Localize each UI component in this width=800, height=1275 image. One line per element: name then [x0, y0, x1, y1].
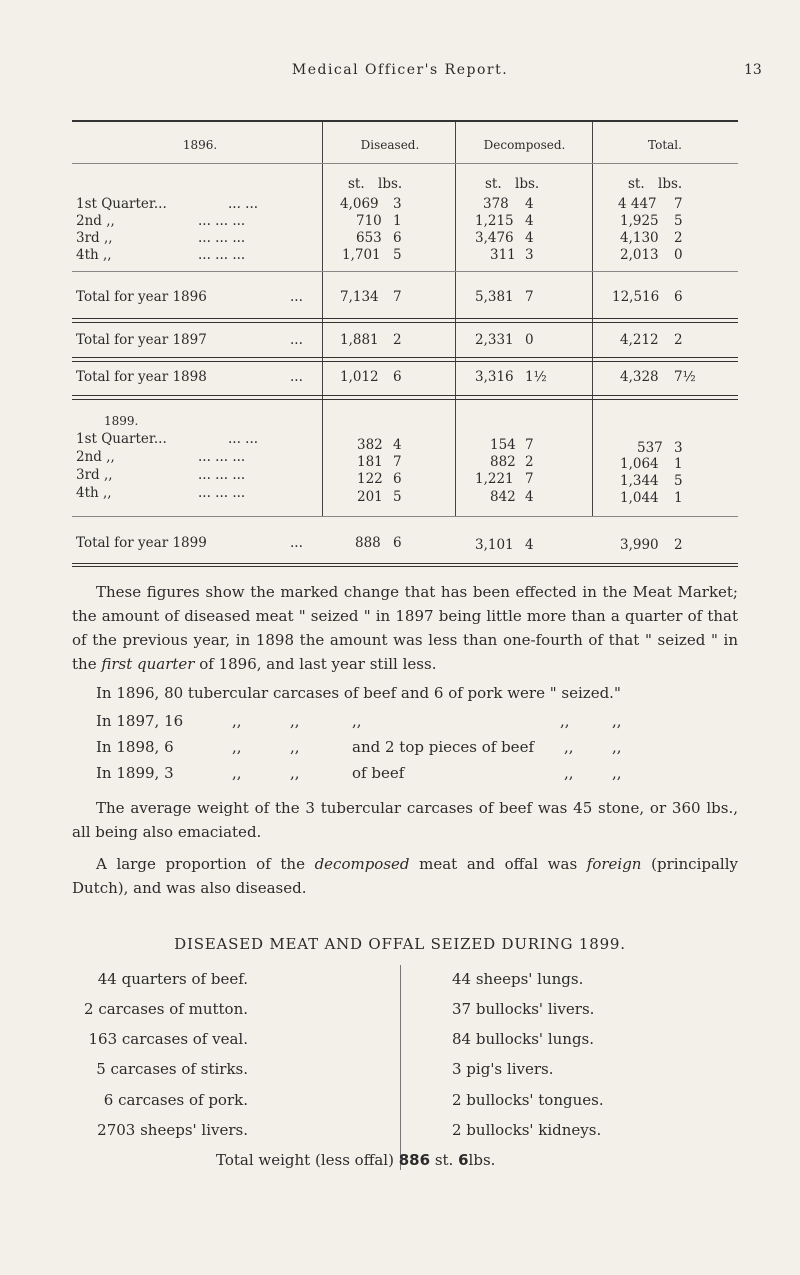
- diseased-st: 181: [357, 454, 383, 470]
- row-label: 2nd ,,: [76, 449, 115, 465]
- paragraph-emphasis: foreign: [586, 855, 642, 873]
- total-st: 3,990: [620, 537, 659, 553]
- ditto-label: In 1898, 6: [96, 738, 174, 756]
- col-header-diseased: Diseased.: [360, 138, 420, 152]
- diseased-st: 1,881: [340, 332, 379, 348]
- page-number: 13: [744, 62, 762, 78]
- paragraph-text: (principally Dutch), and was also diseased.: [72, 855, 738, 897]
- total-lbs: 2: [674, 537, 683, 553]
- diseased-st: 1,701: [342, 247, 381, 263]
- total-lbs: 2: [674, 332, 683, 348]
- unit-st: st.: [628, 176, 645, 192]
- decomposed-lbs: 2: [525, 454, 534, 470]
- row-dots: ...: [290, 332, 303, 348]
- decomposed-lbs: 7: [525, 289, 534, 305]
- row-label: 2nd ,,: [76, 213, 115, 229]
- total-lbs: 1: [674, 456, 683, 472]
- ditto-label: In 1899, 3: [96, 764, 174, 782]
- row-rule: [72, 516, 738, 517]
- row-dots: ... ...: [228, 196, 259, 212]
- row-dots: ... ... ...: [198, 247, 246, 263]
- row-dots: ...: [290, 289, 303, 305]
- paragraph-text: meat and offal was: [409, 855, 587, 873]
- double-rule: [72, 322, 738, 323]
- row-label: Total for year 1899: [76, 535, 207, 551]
- decomposed-st: 2,331: [475, 332, 514, 348]
- decomposed-lbs: 3: [525, 247, 534, 263]
- paragraph-emphasis: first quarter: [101, 655, 195, 673]
- decomposed-lbs: 7: [525, 471, 534, 487]
- list-item: 5 carcases of stirks.: [96, 1060, 248, 1078]
- double-rule: [72, 361, 738, 362]
- decomposed-st: 3,101: [475, 537, 514, 553]
- diseased-lbs: 1: [393, 213, 402, 229]
- ditto-label: In 1897, 16: [96, 712, 184, 730]
- tubercular-1896: In 1896, 80 tubercular carcases of beef and 6 of pork were " seized.": [96, 684, 621, 702]
- decomposed-lbs: 4: [525, 230, 534, 246]
- year-label: 1899.: [104, 414, 139, 428]
- ditto-mark: ,,: [564, 764, 574, 782]
- paragraph-text: These figures show the marked change that has been effected in the Meat Market; the amount of diseased meat " seized " in 1897 being little more than a quarter of that of the previous year, in 1898 the amount was less than one-fourth of that " seized " in the: [72, 583, 738, 673]
- row-rule: [72, 271, 738, 272]
- list-item: 2 bullocks' tongues.: [452, 1091, 604, 1109]
- paragraph-foreign-meat: [72, 852, 738, 900]
- diseased-st: 1,012: [340, 369, 379, 385]
- ditto-mark: ,,: [612, 738, 622, 756]
- row-dots: ... ... ...: [198, 467, 246, 483]
- row-dots: ... ...: [228, 431, 259, 447]
- total-st: 1,925: [620, 213, 659, 229]
- diseased-st: 710: [356, 213, 382, 229]
- decomposed-st: 378: [483, 196, 509, 212]
- row-dots: ... ... ...: [198, 449, 246, 465]
- diseased-st: 653: [356, 230, 382, 246]
- unit-st: st.: [485, 176, 502, 192]
- double-rule: [72, 399, 738, 400]
- diseased-st: 888: [355, 535, 381, 551]
- list-item: 44 quarters of beef.: [97, 970, 248, 988]
- paragraph-emphasis: decomposed: [314, 855, 410, 873]
- total-st: 4,212: [620, 332, 659, 348]
- paragraph-text: of 1896, and last year still less.: [194, 655, 437, 673]
- total-st: 537: [637, 440, 663, 456]
- list-item: 37 bullocks' livers.: [452, 1000, 595, 1018]
- total-lbs: 5: [674, 473, 683, 489]
- col-header-total: Total.: [648, 138, 682, 152]
- decomposed-lbs: 4: [525, 489, 534, 505]
- row-dots: ...: [290, 535, 303, 551]
- decomposed-lbs: 1½: [525, 369, 547, 385]
- unit-st: st.: [348, 176, 365, 192]
- ditto-mark: ,,: [290, 712, 300, 730]
- table-top-rule: [72, 120, 738, 122]
- decomposed-st: 842: [490, 489, 516, 505]
- ditto-mark: ,,: [612, 764, 622, 782]
- decomposed-lbs: 0: [525, 332, 534, 348]
- row-label: 3rd ,,: [76, 467, 113, 483]
- diseased-st: 201: [357, 489, 383, 505]
- total-lbs: 6: [674, 289, 683, 305]
- col-header-decomposed: Decomposed.: [483, 138, 566, 152]
- total-st: 1,064: [620, 456, 659, 472]
- decomposed-st: 154: [490, 437, 516, 453]
- total-lbs: 0: [674, 247, 683, 263]
- lbs-label: lbs.: [468, 1151, 496, 1169]
- seized-title: DISEASED MEAT AND OFFAL SEIZED DURING 1899.: [174, 935, 626, 953]
- row-label: 3rd ,,: [76, 230, 113, 246]
- row-dots: ... ... ...: [198, 230, 246, 246]
- total-st: 12,516: [612, 289, 660, 305]
- decomposed-lbs: 4: [525, 213, 534, 229]
- decomposed-st: 1,221: [475, 471, 514, 487]
- ditto-mark: ,,: [232, 764, 242, 782]
- diseased-lbs: 3: [393, 196, 402, 212]
- decomposed-lbs: 4: [525, 196, 534, 212]
- header-rule: [72, 163, 738, 164]
- diseased-st: 122: [357, 471, 383, 487]
- row-label: 4th ,,: [76, 485, 112, 501]
- ditto-mark: ,,: [232, 738, 242, 756]
- row-label: Total for year 1897: [76, 332, 207, 348]
- row-label: 1st Quarter...: [76, 196, 167, 212]
- total-lbs: 5: [674, 213, 683, 229]
- ditto-mark: ,,: [564, 738, 574, 756]
- unit-lbs: lbs.: [378, 176, 403, 192]
- total-st: 4,328: [620, 369, 659, 385]
- row-dots: ...: [290, 369, 303, 385]
- total-weight-st: 886: [398, 1151, 431, 1169]
- paragraph-meat-market: [72, 580, 738, 676]
- diseased-lbs: 2: [393, 332, 402, 348]
- total-lbs: 1: [674, 490, 683, 506]
- total-weight-label: Total weight (less offal): [216, 1151, 394, 1169]
- ditto-mark: ,,: [290, 738, 300, 756]
- total-weight: [216, 1151, 495, 1169]
- diseased-lbs: 4: [393, 437, 402, 453]
- list-item: 3 pig's livers.: [452, 1060, 554, 1078]
- diseased-st: 4,069: [340, 196, 379, 212]
- total-lbs: 2: [674, 230, 683, 246]
- total-st: 2,013: [620, 247, 659, 263]
- list-item: 6 carcases of pork.: [103, 1091, 248, 1109]
- diseased-st: 382: [357, 437, 383, 453]
- column-divider: [455, 122, 456, 516]
- row-dots: ... ... ...: [198, 485, 246, 501]
- list-item: 163 carcases of veal.: [88, 1030, 248, 1048]
- diseased-lbs: 5: [393, 489, 402, 505]
- total-lbs: 3: [674, 440, 683, 456]
- unit-lbs: lbs.: [515, 176, 540, 192]
- decomposed-st: 3,316: [475, 369, 514, 385]
- ditto-text: and 2 top pieces of beef: [352, 738, 534, 756]
- total-st: 4,130: [620, 230, 659, 246]
- ditto-mark: ,,: [560, 712, 570, 730]
- row-label: Total for year 1896: [76, 289, 207, 305]
- row-label: 1st Quarter...: [76, 431, 167, 447]
- row-label: 4th ,,: [76, 247, 112, 263]
- column-divider: [322, 122, 323, 516]
- decomposed-lbs: 4: [525, 537, 534, 553]
- ditto-mark: ,,: [232, 712, 242, 730]
- diseased-lbs: 6: [393, 230, 402, 246]
- table-bottom-rule: [72, 563, 738, 564]
- st-label: st.: [434, 1151, 454, 1169]
- running-title: Medical Officer's Report.: [291, 62, 509, 78]
- diseased-st: 7,134: [340, 289, 379, 305]
- row-label: Total for year 1898: [76, 369, 207, 385]
- total-lbs: 7: [674, 196, 683, 212]
- diseased-lbs: 7: [393, 454, 402, 470]
- diseased-lbs: 7: [393, 289, 402, 305]
- total-st: 1,344: [620, 473, 659, 489]
- list-item: 2 carcases of mutton.: [84, 1000, 248, 1018]
- diseased-lbs: 6: [393, 369, 402, 385]
- ditto-mark: ,,: [612, 712, 622, 730]
- decomposed-st: 5,381: [475, 289, 514, 305]
- decomposed-st: 3,476: [475, 230, 514, 246]
- double-rule: [72, 318, 738, 319]
- decomposed-lbs: 7: [525, 437, 534, 453]
- ditto-mark: ,,: [290, 764, 300, 782]
- total-weight-lbs: 6: [458, 1151, 469, 1169]
- decomposed-st: 882: [490, 454, 516, 470]
- unit-lbs: lbs.: [658, 176, 683, 192]
- column-divider: [592, 122, 593, 516]
- paragraph-text: A large proportion of the: [96, 855, 315, 873]
- decomposed-st: 1,215: [475, 213, 514, 229]
- diseased-lbs: 6: [393, 471, 402, 487]
- list-item: 84 bullocks' lungs.: [452, 1030, 595, 1048]
- table-bottom-rule: [72, 566, 738, 567]
- ditto-text: of beef: [352, 764, 405, 782]
- col-header-year: 1896.: [182, 138, 218, 152]
- ditto-mark: ,,: [352, 712, 362, 730]
- row-dots: ... ... ...: [198, 213, 246, 229]
- list-item: 2 bullocks' kidneys.: [452, 1121, 602, 1139]
- double-rule: [72, 357, 738, 358]
- total-lbs: 7½: [674, 369, 696, 385]
- list-item: 44 sheeps' lungs.: [452, 970, 584, 988]
- diseased-lbs: 5: [393, 247, 402, 263]
- paragraph-average-weight: The average weight of the 3 tubercular carcases of beef was 45 stone, or 360 lbs., all being also emaciated.: [72, 799, 738, 841]
- total-st: 1,044: [620, 490, 659, 506]
- diseased-lbs: 6: [393, 535, 402, 551]
- double-rule: [72, 395, 738, 396]
- total-st: 4 447: [618, 196, 657, 212]
- decomposed-st: 311: [490, 247, 516, 263]
- list-divider: [400, 965, 401, 1170]
- list-item: 2703 sheeps' livers.: [97, 1121, 248, 1139]
